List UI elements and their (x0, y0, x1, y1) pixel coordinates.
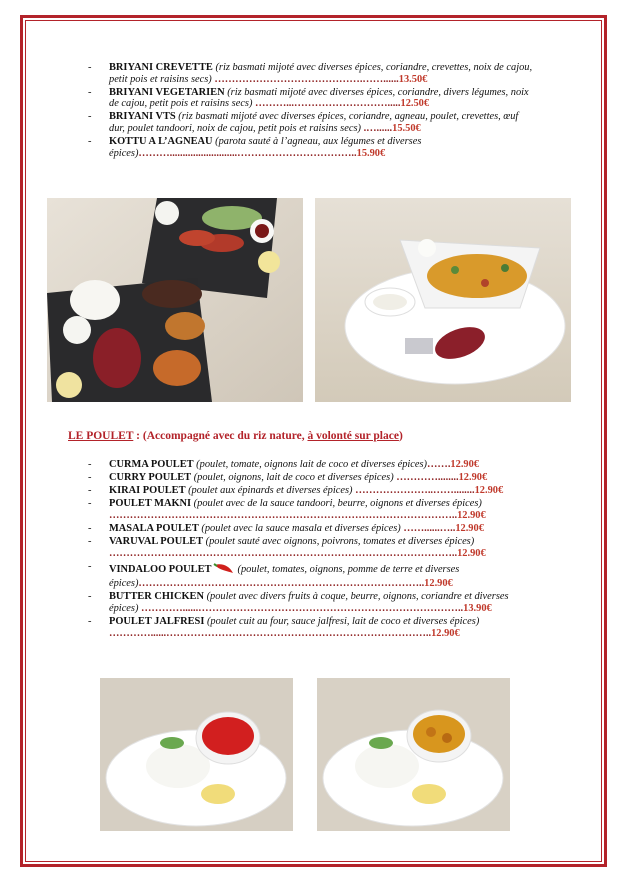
leader-dots: .…...... (363, 122, 393, 134)
dish-description: (poulet cuit au four, sauce jalfresi, lait de coco et diverses épices) (204, 616, 480, 628)
menu-item (88, 498, 536, 521)
dish-description: (parota sauté à l’agneau, aux légumes et diverses épices) (109, 136, 422, 159)
menu-item (88, 459, 536, 471)
bullet-dash: - (88, 459, 92, 470)
dish-name: POULET MAKNI (109, 498, 192, 510)
menu-item (88, 536, 536, 559)
menu-item (88, 111, 536, 134)
bullet-dash: - (88, 111, 92, 123)
leader-dots: …………........ (396, 472, 459, 484)
dish-description: (riz basmati mijoté avec diverses épices, coriandre, divers légumes, noix de cajou, petit pois et raisins secs) (109, 86, 529, 110)
dish-description: (poulet avec la sauce masala et diverses épices) (198, 522, 404, 534)
photo-tandoori-platter (47, 198, 303, 402)
section-subtitle-end: ) (398, 430, 403, 442)
dish-description: (poulet, tomate, oignons lait de coco et diverses épices) (193, 459, 428, 470)
dish-price: 15.90€ (356, 147, 386, 159)
dish-price: 12.90€ (431, 627, 460, 639)
leader-dots: …………......………………………………………………………………….. (141, 603, 464, 615)
dish-name: CURMA POULET (109, 459, 194, 470)
bullet-dash: - (88, 86, 92, 98)
dish-description: (poulet, oignons, lait de coco et diverses épices) (191, 472, 397, 484)
menu-item (88, 485, 536, 497)
dish-price: 12.90€ (457, 509, 486, 521)
dish-price: 12.50€ (400, 98, 430, 110)
bullet-dash: - (88, 616, 92, 628)
dish-name: MASALA POULET (109, 522, 199, 534)
leader-dots: …………………..……........ (355, 485, 475, 497)
leader-dots: ………...………………………..... (255, 98, 401, 110)
section-title-poulet (68, 430, 403, 442)
leader-dots: …………......………………………………………………………………….. (109, 627, 432, 639)
dish-price: 12.90€ (424, 578, 453, 590)
leader-dots: ……......….. (403, 522, 456, 534)
menu-item (88, 591, 536, 614)
dish-price: 12.90€ (458, 472, 488, 484)
dish-price: 12.90€ (457, 547, 486, 559)
chili-pepper-icon (213, 561, 235, 579)
biryani-menu-list (88, 62, 536, 161)
section-subtitle-underlined: à volonté sur place (307, 430, 399, 442)
dish-name: CURRY POULET (109, 472, 192, 484)
leader-dots: …………………………………….……...... (214, 73, 399, 85)
dish-price: 12.90€ (455, 522, 484, 534)
leader-dots: ………..........................…………………………….. (138, 147, 357, 159)
menu-item (88, 561, 536, 590)
bullet-dash: - (88, 560, 92, 572)
photo-rice-curry (317, 678, 510, 831)
dish-name: BRIYANI VTS (109, 111, 176, 123)
dish-description: (poulet, tomates, oignons, pomme de terre et diverses épices) (109, 563, 460, 590)
bullet-dash: - (88, 498, 92, 510)
bullet-dash: - (88, 591, 92, 603)
leader-dots: ……………………………………………………………………………………….. (109, 509, 458, 521)
menu-item (88, 523, 536, 535)
menu-item (88, 472, 536, 484)
dish-price: 12.90€ (474, 485, 504, 497)
dish-description: (poulet sauté avec oignons, poivrons, tomates et diverses épices) (203, 536, 475, 548)
bullet-dash: - (88, 522, 92, 534)
dish-price: 12.90€ (450, 459, 479, 470)
dish-name: KOTTU A L’AGNEAU (109, 136, 213, 148)
dish-description: (poulet avec divers fruits à coque, beurre, oignons, coriandre et diverses épices) (109, 591, 509, 615)
bullet-dash: - (88, 62, 92, 73)
leader-dots: ……………………………………………………………………………………….. (109, 547, 458, 559)
leader-dots: ……………………………………………………………………….. (138, 578, 425, 590)
dish-name: POULET JALFRESI (109, 616, 205, 628)
dish-description: (poulet aux épinards et diverses épices) (185, 485, 356, 497)
dish-price: 13.50€ (398, 73, 428, 85)
dish-name: KIRAI POULET (109, 485, 186, 497)
bullet-dash: - (88, 136, 92, 148)
dish-description: (riz basmati mijoté avec diverses épices, coriandre, crevettes, noix de cajou, petit pois et raisins secs) (109, 62, 533, 85)
dish-name: BRIYANI VEGETARIEN (109, 86, 225, 98)
dish-description: (poulet avec de la sauce tandoori, beurre, oignons et diverses épices) (191, 498, 482, 510)
dish-name: VINDALOO POULET (109, 563, 212, 575)
section-title-text: LE POULET (68, 430, 134, 442)
bullet-dash: - (88, 485, 92, 497)
dish-price: 13.90€ (463, 603, 492, 615)
photo-rice-red-sauce (100, 678, 293, 831)
bullet-dash: - (88, 536, 92, 548)
dish-name: BUTTER CHICKEN (109, 591, 204, 603)
photo-biryani-plate (315, 198, 571, 402)
section-subtitle-start: : (Accompagné avec du riz nature, (133, 430, 308, 442)
dish-description: (riz basmati mijoté avec diverses épices, coriandre, agneau, poulet, crevettes, œuf dur, poulet tandoori, noix de cajou, petit pois et raisins secs) (109, 111, 519, 134)
dish-price: 15.50€ (392, 122, 421, 134)
menu-item (88, 136, 536, 159)
menu-item (88, 616, 536, 639)
dish-name: BRIYANI CREVETTE (109, 62, 213, 73)
poulet-menu-list (88, 459, 536, 641)
menu-item (88, 62, 536, 85)
menu-item (88, 87, 536, 110)
dish-name: VARUVAL POULET (109, 536, 204, 548)
leader-dots: ……. (427, 459, 451, 470)
bullet-dash: - (88, 472, 92, 484)
